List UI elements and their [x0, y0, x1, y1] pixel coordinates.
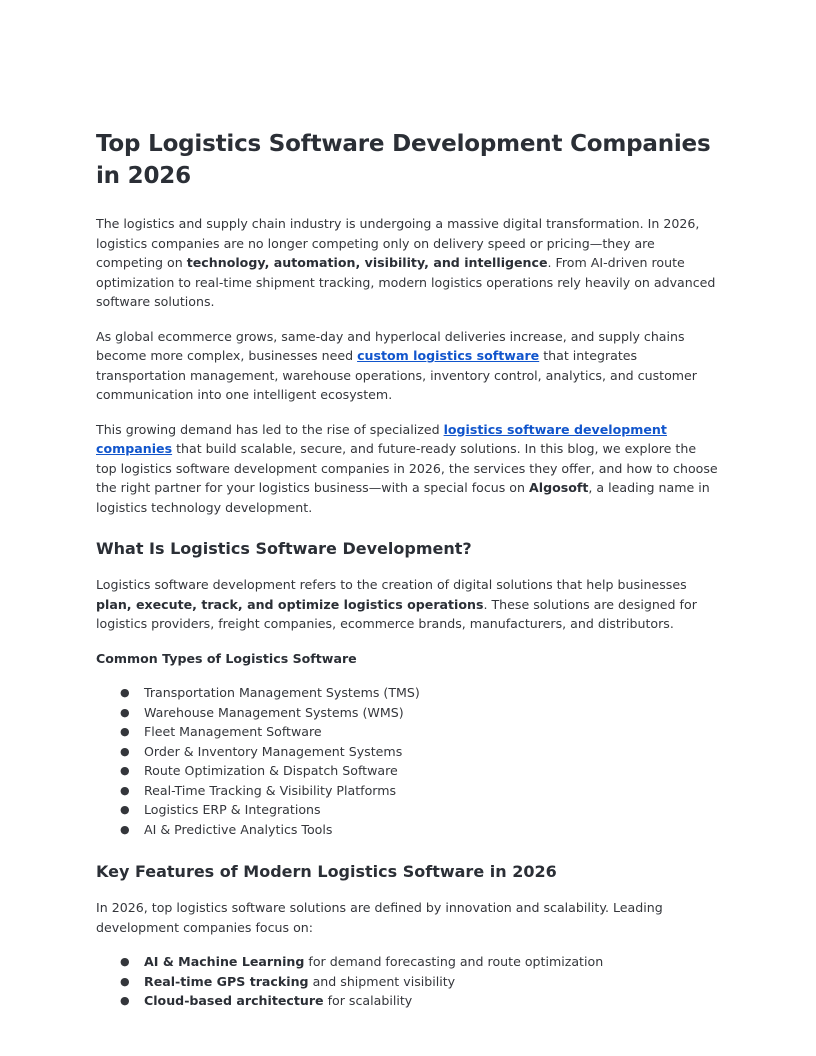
bullet-icon: ●: [120, 803, 130, 816]
algosoft-bold: Algosoft: [529, 480, 589, 495]
list-item: ● Order & Inventory Management Systems: [120, 742, 720, 762]
software-types-list: [96, 683, 720, 839]
logistics-software-companies-link[interactable]: logistics software development companies: [96, 421, 667, 456]
bullet-icon: ●: [120, 955, 130, 968]
list-item: ● Warehouse Management Systems (WMS): [120, 703, 720, 723]
bullet-icon: ●: [120, 783, 130, 797]
bullet-icon: ●: [120, 994, 130, 1007]
intro-bold-text: technology, automation, visibility, and intelligence: [186, 255, 548, 270]
list-item: ● Fleet Management Software: [120, 722, 720, 742]
list-item: ● Cloud-based architecture for scalability: [120, 991, 720, 1011]
intro-paragraph-3: This growing demand has led to the rise of specialized logistics software development companies that build scalable, secure, and future-ready solutions. In this blog, we explore the top logistics software development companies in 2026, the services they offer, and how to choose the right partner for your logistics business—with a special focus on Algosoft, a leading name in logistics technology development.: [96, 421, 718, 515]
list-item: ● AI & Predictive Analytics Tools: [120, 820, 720, 840]
bullet-icon: ●: [120, 822, 130, 836]
bullet-icon: ●: [120, 705, 130, 719]
subheading-common-types: Common Types of Logistics Software: [96, 650, 357, 666]
list-item: ● Transportation Management Systems (TMS): [120, 683, 720, 703]
intro-paragraph-2: As global ecommerce grows, same-day and hyperlocal deliveries increase, and supply chains become more complex, businesses need custom logistics software that integrates transportation management, warehouse operations, inventory control, analytics, and customer communication into one intelligent ecosystem.: [96, 328, 697, 402]
page-title: Top Logistics Software Development Companies in 2026: [96, 131, 711, 189]
features-list: [96, 952, 720, 1011]
intro-paragraph-1: The logistics and supply chain industry is undergoing a massive digital transformation. In 2026, logistics companies are no longer competing only on delivery speed or pricing—they are competing on technology, automation, visibility, and intelligence. From AI-driven route optimization to real-time shipment tracking, modern logistics operations rely heavily on advanced software solutions.: [96, 216, 716, 309]
list-item: ● Route Optimization & Dispatch Software: [120, 761, 720, 781]
custom-logistics-software-link[interactable]: custom logistics software: [357, 348, 540, 363]
bullet-icon: ●: [120, 744, 130, 758]
list-item: ● Real-time GPS tracking and shipment visibility: [120, 972, 720, 992]
section1-paragraph: Logistics software development refers to the creation of digital solutions that help businesses plan, execute, track, and optimize logistics operations. These solutions are designed for logistics providers, freight companies, ecommerce brands, manufacturers, and distributors.: [96, 577, 697, 631]
bullet-icon: ●: [120, 974, 130, 988]
section1-bold-text: plan, execute, track, and optimize logistics operations: [96, 596, 484, 612]
section-heading-key-features: Key Features of Modern Logistics Software in 2026: [96, 862, 557, 881]
list-item: ● AI & Machine Learning for demand forecasting and route optimization: [120, 952, 720, 972]
section-heading-what-is: What Is Logistics Software Development?: [96, 539, 472, 558]
list-item: ● Logistics ERP & Integrations: [120, 800, 720, 820]
bullet-icon: ●: [120, 764, 130, 777]
list-item: ● Real-Time Tracking & Visibility Platforms: [120, 781, 720, 801]
section2-paragraph: In 2026, top logistics software solutions are defined by innovation and scalability. Leading development companies focus on:: [96, 900, 663, 935]
bullet-icon: ●: [120, 725, 130, 738]
bullet-icon: ●: [120, 686, 130, 699]
